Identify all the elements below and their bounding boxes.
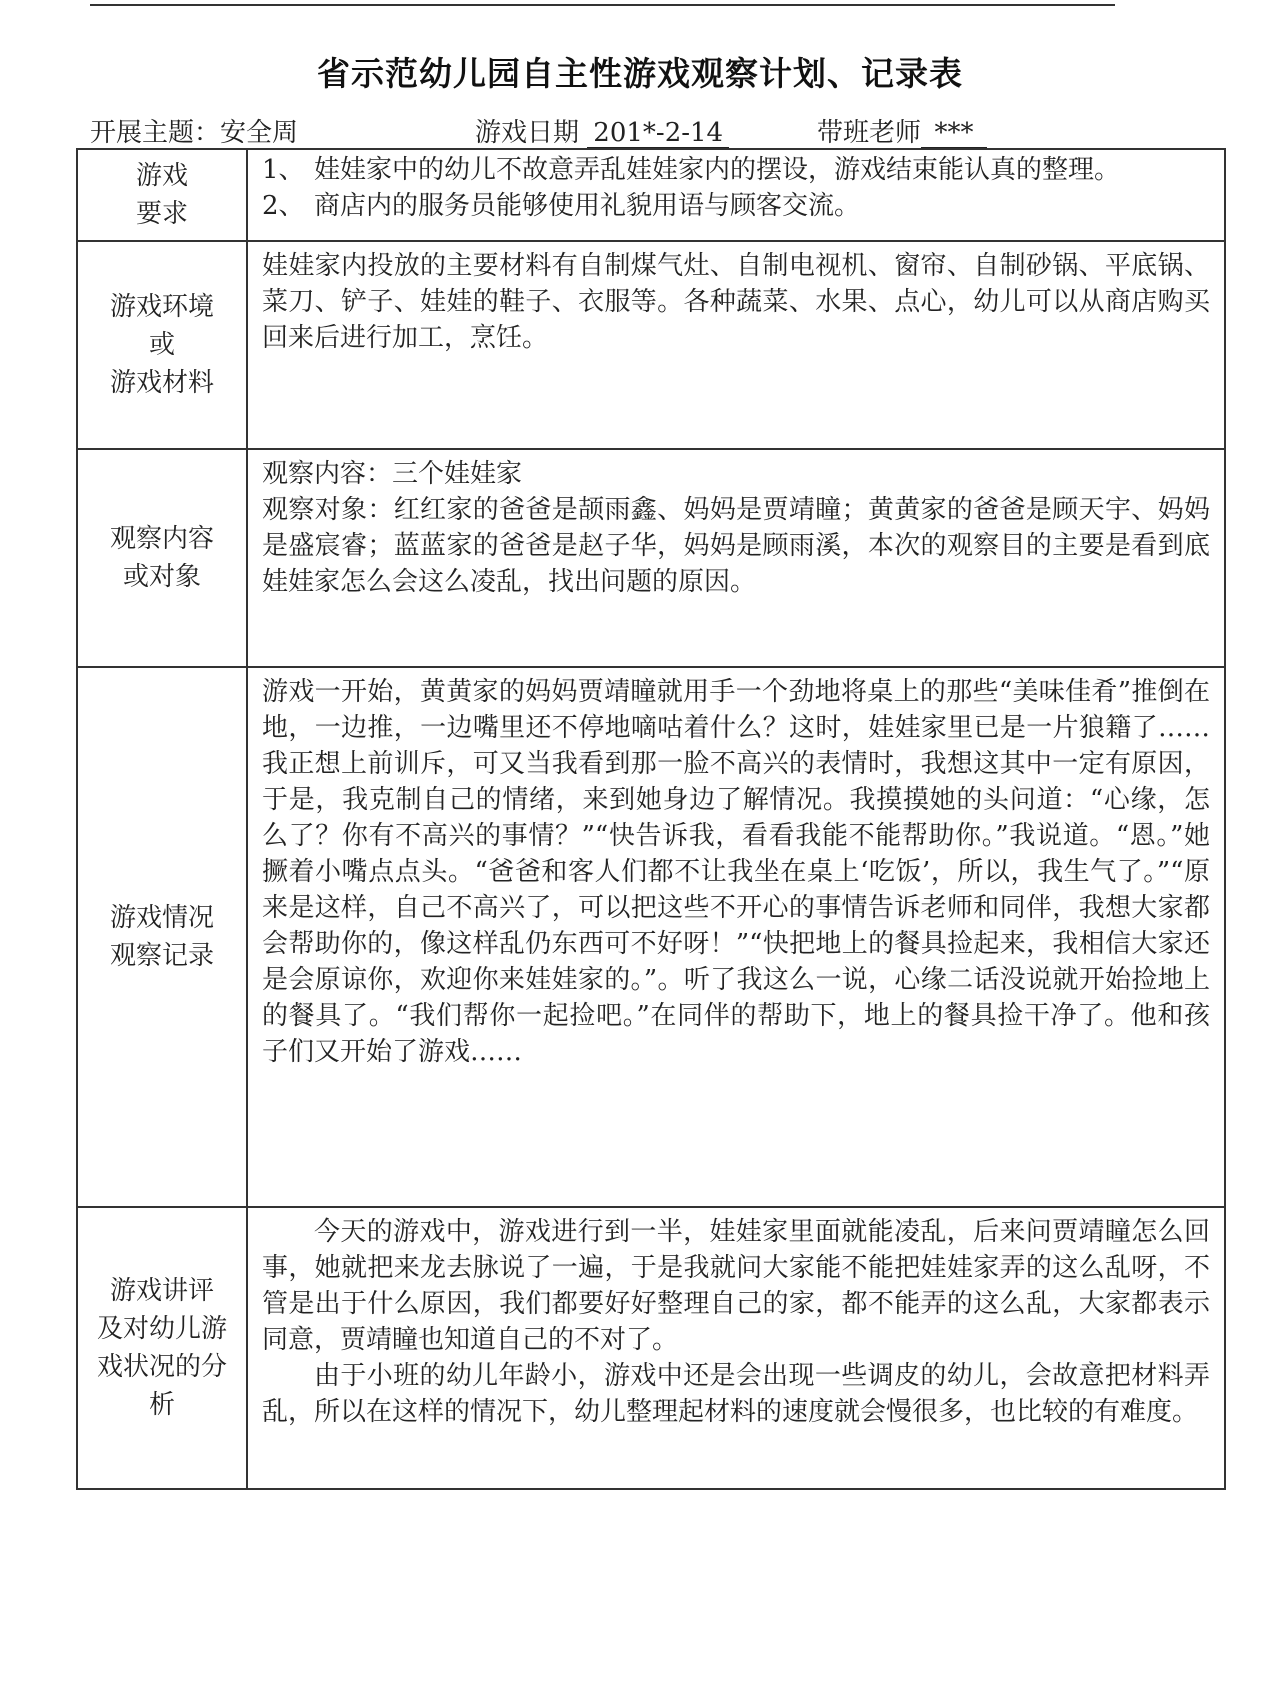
- theme-label: 开展主题：: [90, 118, 221, 148]
- observation-content-line-1: 观察内容：三个娃娃家: [262, 459, 523, 489]
- row-observation: [77, 449, 1225, 667]
- row-analysis: [77, 1207, 1225, 1489]
- date-label: 游戏日期: [475, 118, 580, 148]
- requirement-item: [262, 188, 1210, 224]
- record-content: 游戏一开始，黄黄家的妈妈贾靖瞳就用手一个劲地将桌上的那些“美味佳肴”推倒在地，一边推，一边嘴里还不停地嘀咕着什么？这时，娃娃家里已是一片狼籍了……我正想上前训斥，可又当我看到那一脸不高兴的表情时，我想这其中一定有原因，于是，我克制自己的情绪，来到她身边了解情况。我摸摸她的头问道：“心缘，怎么了？你有不高兴的事情？”“快告诉我，看看我能不能帮助你。”我说道。“恩。”她撅着小嘴点点头。“爸爸和客人们都不让我坐在桌上‘吃饭’，所以，我生气了。”“原来是这样，自己不高兴了，可以把这些不开心的事情告诉老师和同伴，我想大家都会帮助你的，像这样乱仍东西可不好呀！”“快把地上的餐具捡起来，我相信大家还是会原谅你，欢迎你来娃娃家的。”。听了我这么一说，心缘二话没说就开始捡地上的餐具了。“我们帮你一起捡吧。”在同伴的帮助下，地上的餐具捡干净了。他和孩子们又开始了游戏……: [262, 677, 1210, 1067]
- header-meta-row: [90, 112, 1230, 146]
- environment-content-cell: [247, 241, 1225, 449]
- record-content-cell: [247, 667, 1225, 1207]
- top-rule: [90, 4, 1115, 6]
- environment-label-line-1: 游戏环境: [109, 292, 214, 322]
- environment-label-cell: [77, 241, 247, 449]
- analysis-label-cell: [77, 1207, 247, 1489]
- requirements-content-cell: [247, 149, 1225, 241]
- analysis-paragraph-1: 今天的游戏中，游戏进行到一半，娃娃家里面就能凌乱，后来问贾靖瞳怎么回事，她就把来龙去脉说了一遍，于是我就问大家能不能把娃娃家弄的这么乱呀，不管是出于什么原因，我们都要好好整理自己的家，都不能弄的这么乱，大家都表示同意，贾靖瞳也知道自己的不对了。: [262, 1217, 1210, 1355]
- environment-content: 娃娃家内投放的主要材料有自制煤气灶、自制电视机、窗帘、自制砂锅、平底锅、菜刀、铲子、娃娃的鞋子、衣服等。各种蔬菜、水果、点心，幼儿可以从商店购买回来后进行加工，烹饪。: [262, 251, 1210, 353]
- date-value: 201*-2-14: [587, 119, 729, 148]
- document-title: 省示范幼儿园自主性游戏观察计划、记录表: [317, 54, 963, 93]
- teacher-label: 带班老师: [817, 118, 922, 148]
- analysis-label-line-1: 游戏讲评: [109, 1276, 214, 1306]
- observation-label-line-2: 或对象: [122, 562, 201, 592]
- requirements-label-line-2: 要求: [135, 199, 188, 229]
- record-label-cell: [77, 667, 247, 1207]
- record-label-line-1: 游戏情况: [109, 903, 214, 933]
- analysis-content-cell: [247, 1207, 1225, 1489]
- observation-content-cell: [247, 449, 1225, 667]
- requirement-item: [262, 152, 1210, 188]
- teacher-field: [817, 112, 987, 149]
- record-label-line-2: 观察记录: [109, 941, 214, 971]
- requirements-label-cell: [77, 149, 247, 241]
- requirement-text: 商店内的服务员能够使用礼貌用语与顾客交流。: [314, 191, 861, 221]
- record-table: [76, 148, 1226, 1490]
- row-record: [77, 667, 1225, 1207]
- analysis-label-line-4: 析: [148, 1390, 175, 1420]
- observation-label-line-1: 观察内容: [109, 524, 214, 554]
- analysis-label-line-3: 戏状况的分: [96, 1352, 227, 1382]
- requirements-label-line-1: 游戏: [135, 161, 188, 191]
- requirement-text: 娃娃家中的幼儿不故意弄乱娃娃家内的摆设，游戏结束能认真的整理。: [314, 155, 1121, 185]
- requirement-number: 2、: [262, 191, 305, 221]
- observation-content-line-2: 观察对象：红红家的爸爸是颉雨鑫、妈妈是贾靖瞳；黄黄家的爸爸是顾天宇、妈妈是盛宸睿；蓝蓝家的爸爸是赵子华，妈妈是顾雨溪，本次的观察目的主要是看到底娃娃家怎么会这么凌乱，找出问题的原因。: [262, 495, 1210, 597]
- theme-field: [90, 112, 298, 149]
- analysis-paragraph-2: 由于小班的幼儿年龄小，游戏中还是会出现一些调皮的幼儿，会故意把材料弄乱，所以在这样的情况下，幼儿整理起材料的速度就会慢很多，也比较的有难度。: [262, 1361, 1210, 1427]
- requirement-number: 1、: [262, 155, 305, 185]
- observation-label-cell: [77, 449, 247, 667]
- environment-label-line-3: 游戏材料: [109, 368, 214, 398]
- row-requirements: [77, 149, 1225, 241]
- teacher-value: ***: [921, 119, 987, 148]
- row-environment: [77, 241, 1225, 449]
- analysis-label-line-2: 及对幼儿游: [96, 1314, 227, 1344]
- environment-label-line-2: 或: [148, 330, 175, 360]
- theme-value: 安全周: [220, 118, 299, 148]
- date-field: [475, 112, 729, 149]
